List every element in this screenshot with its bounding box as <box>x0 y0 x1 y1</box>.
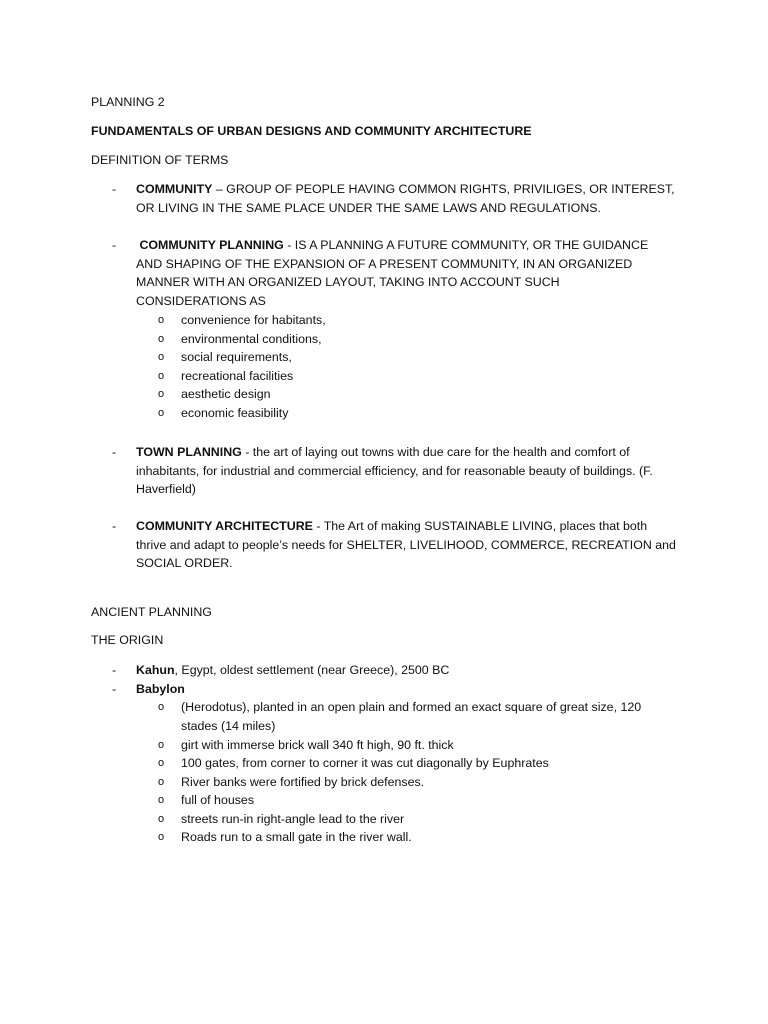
definition-text <box>136 236 666 310</box>
babylon-fact: (Herodotus), planted in an open plain and formed an exact square of great size, 120 stades (14 miles) <box>181 700 642 733</box>
definition-body: - The Art of making SUSTAINABLE LIVING, places that both thrive and adapt to people’s needs for SHELTER, LIVELIHOOD, COMMERCE, RECREATION and SOCIAL ORDER. <box>136 519 676 570</box>
babylon-fact: Roads run to a small gate in the river wall. <box>181 830 412 844</box>
bullet-marker: o <box>158 406 165 419</box>
bullet-marker: o <box>158 738 165 751</box>
bullet-marker: o <box>158 332 165 345</box>
definition-text <box>136 180 676 217</box>
bullet-marker: o <box>158 351 165 363</box>
definition-term: COMMUNITY PLANNING <box>139 238 284 252</box>
bullet-marker: o <box>158 831 165 843</box>
dash-marker: - <box>112 682 117 696</box>
consideration-text: economic feasibility <box>181 405 289 420</box>
bullet-marker: o <box>158 701 165 713</box>
consideration-text: social requirements, <box>181 350 292 364</box>
definitions-heading: DEFINITION OF TERMS <box>91 153 229 167</box>
definition-text <box>136 517 676 573</box>
consideration-text: recreational facilities <box>181 368 294 383</box>
document-title: FUNDAMENTALS OF URBAN DESIGNS AND COMMUNITY ARCHITECTURE <box>91 124 532 138</box>
definition-body: – GROUP OF PEOPLE HAVING COMMON RIGHTS, PRIVILIGES, OR INTEREST, OR LIVING IN THE SAME PLACE UNDER THE SAME LAWS AND REGULATIONS. <box>136 182 675 215</box>
babylon-fact: streets run-in right-angle lead to the river <box>181 811 405 826</box>
bullet-marker: o <box>158 314 165 326</box>
bullet-marker: o <box>158 388 165 400</box>
origin-body: , Egypt, oldest settlement (near Greece), 2500 BC <box>174 663 450 677</box>
definition-text <box>136 443 676 499</box>
dash-marker: - <box>112 445 117 459</box>
dash-marker: - <box>112 519 117 533</box>
consideration-text: convenience for habitants, <box>181 313 326 327</box>
definition-term: COMMUNITY <box>136 182 213 196</box>
definition-body: - IS A PLANNING A FUTURE COMMUNITY, OR THE GUIDANCE AND SHAPING OF THE EXPANSION OF A PRESENT COMMUNITY, IN AN ORGANIZED MANNER WITH AN ORGANIZED LAYOUT, TAKING INTO ACCOUNT SUCH CONSIDERATIONS AS <box>136 238 649 308</box>
babylon-fact: River banks were fortified by brick defenses. <box>181 774 425 789</box>
origin-text <box>136 661 676 680</box>
bullet-marker: o <box>158 775 165 788</box>
bullet-marker: o <box>158 757 165 769</box>
bullet-marker: o <box>158 369 165 382</box>
dash-marker: - <box>112 182 117 196</box>
course-label: PLANNING 2 <box>91 95 165 109</box>
origin-term: Babylon <box>136 682 185 696</box>
bullet-marker: o <box>158 812 165 825</box>
dash-marker: - <box>112 663 117 677</box>
definition-term: COMMUNITY ARCHITECTURE <box>136 519 313 533</box>
babylon-fact: 100 gates, from corner to corner it was cut diagonally by Euphrates <box>181 756 549 770</box>
dash-marker: - <box>112 238 117 252</box>
ancient-planning-heading: ANCIENT PLANNING <box>91 605 212 619</box>
consideration-text: aesthetic design <box>181 387 271 401</box>
definition-term: TOWN PLANNING <box>136 445 242 459</box>
bullet-marker: o <box>158 794 165 806</box>
definition-body: - the art of laying out towns with due care for the health and comfort of inhabitants, for industrial and commercial efficiency, and for reasonable beauty of buildings. (F. Haverfield) <box>136 445 653 496</box>
consideration-text: environmental conditions, <box>181 331 322 346</box>
babylon-fact: girt with immerse brick wall 340 ft high, 90 ft. thick <box>181 737 454 752</box>
babylon-fact: full of houses <box>181 793 255 807</box>
origin-heading: THE ORIGIN <box>91 633 164 647</box>
origin-term: Kahun <box>136 663 175 677</box>
